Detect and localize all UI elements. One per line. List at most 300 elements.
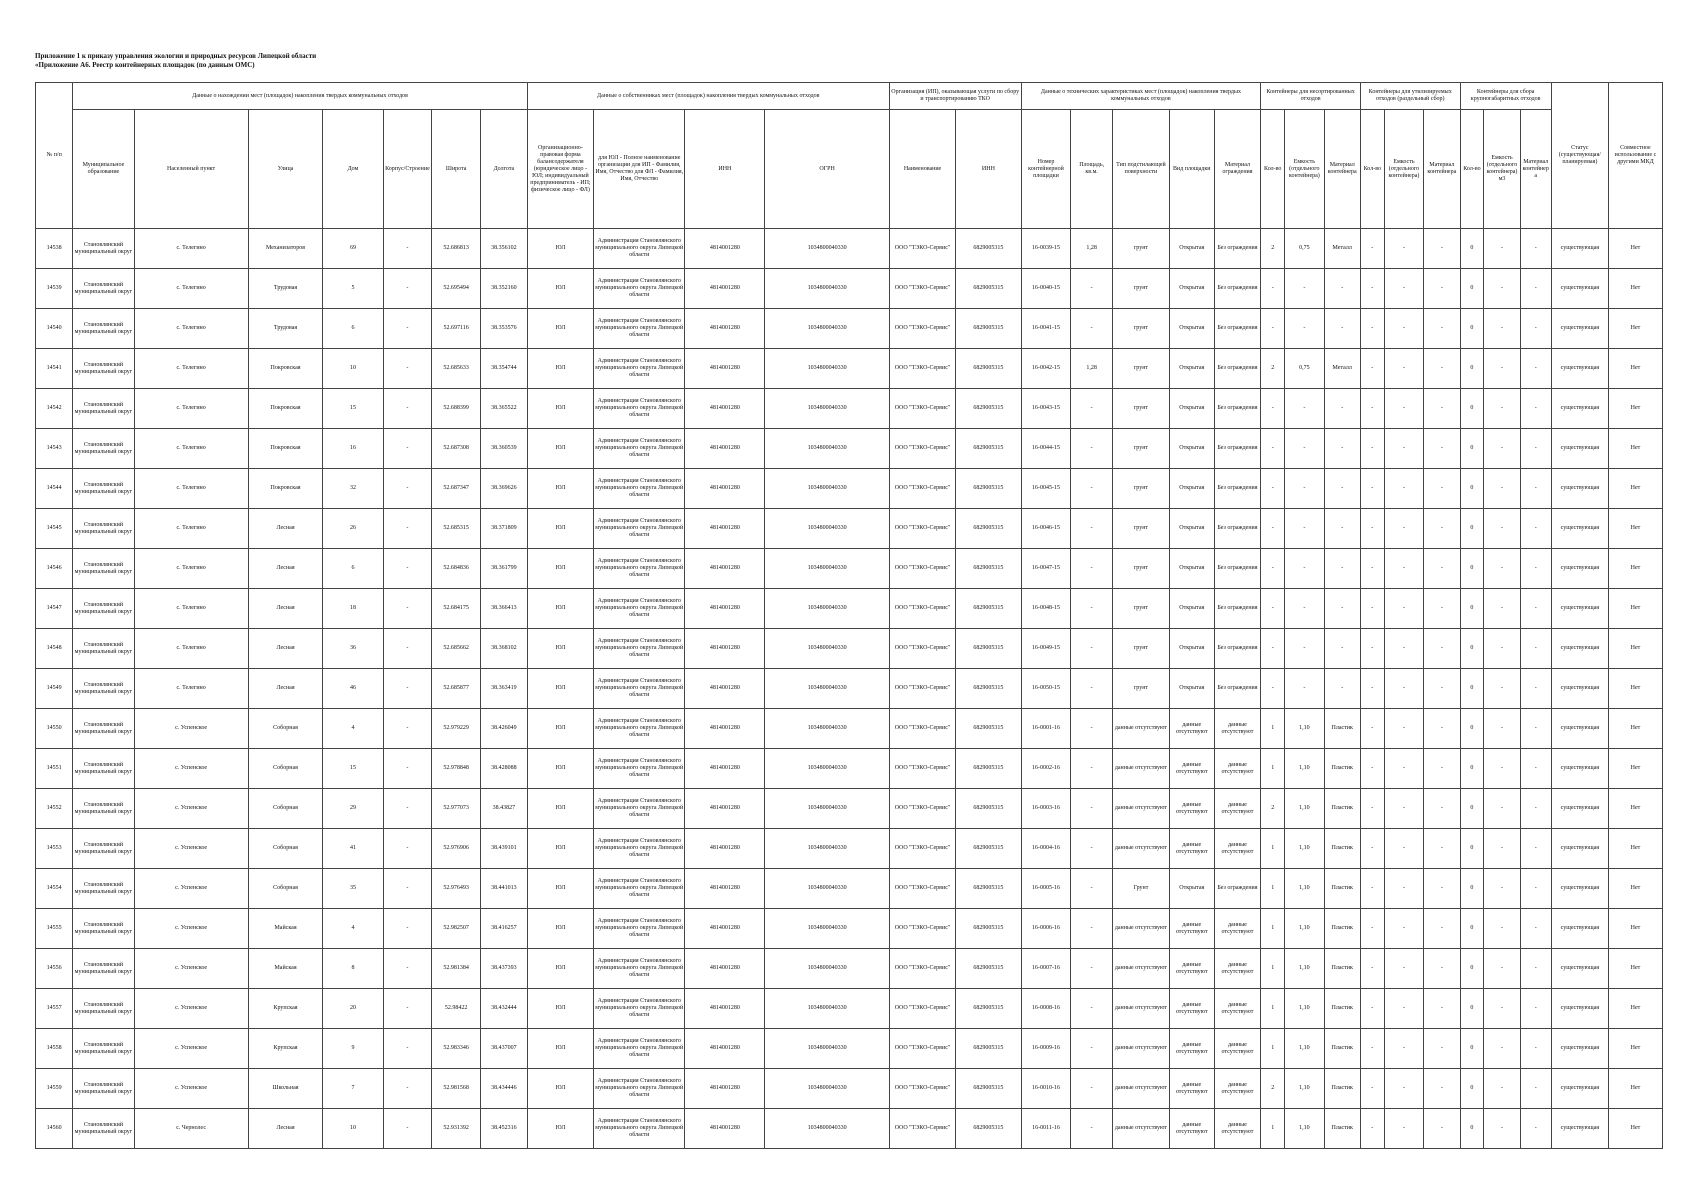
table-cell: Без ограждения (1214, 269, 1261, 309)
table-cell: 1034800040330 (765, 509, 890, 549)
column-header: Материал ограждения (1214, 110, 1261, 229)
table-cell: ООО "ТЭКО-Сервис" (889, 669, 955, 709)
table-cell: 4814001280 (685, 789, 765, 829)
table-cell: - (1384, 789, 1423, 829)
table-cell: 0 (1460, 1069, 1484, 1109)
header-column-row (36, 110, 1663, 229)
column-header: Улица (248, 110, 323, 229)
table-cell: данные отсутствуют (1169, 1069, 1214, 1109)
table-cell: - (1484, 429, 1520, 469)
table-cell: 1034800040330 (765, 549, 890, 589)
table-cell: - (1484, 1109, 1520, 1149)
table-cell: ООО "ТЭКО-Сервис" (889, 629, 955, 669)
table-cell: с. Телегино (134, 589, 248, 629)
column-header: Номер контейнерной площадки (1021, 110, 1071, 229)
table-cell: ООО "ТЭКО-Сервис" (889, 469, 955, 509)
table-cell: 46 (323, 669, 383, 709)
col-shared-header: Совместное использование с другими МКД (1608, 83, 1662, 229)
table-cell: 38.428088 (481, 749, 528, 789)
table-cell: 14553 (36, 829, 73, 869)
table-cell: - (383, 349, 432, 389)
table-cell: 1034800040330 (765, 909, 890, 949)
table-cell: - (1424, 869, 1460, 909)
table-cell: - (1324, 629, 1360, 669)
table-cell: - (1520, 909, 1551, 949)
table-cell: - (1424, 589, 1460, 629)
table-cell: данные отсутствуют (1214, 1069, 1261, 1109)
table-cell: - (1424, 989, 1460, 1029)
table-cell: Лесная (248, 509, 323, 549)
table-cell: Открытая (1169, 229, 1214, 269)
table-cell: - (1285, 389, 1324, 429)
table-cell: 14540 (36, 309, 73, 349)
table-cell: 5 (323, 269, 383, 309)
table-cell: Нет (1608, 389, 1662, 429)
table-cell: 52.687347 (432, 469, 481, 509)
table-cell: 0 (1460, 469, 1484, 509)
table-cell: 6829005315 (956, 429, 1021, 469)
table-cell: с. Телегино (134, 269, 248, 309)
table-cell: грунт (1112, 229, 1169, 269)
table-cell: - (383, 709, 432, 749)
table-cell: 1 (1261, 949, 1285, 989)
table-cell: 52.684175 (432, 589, 481, 629)
table-cell: - (383, 549, 432, 589)
table-cell: 2 (1261, 229, 1285, 269)
table-cell: - (1360, 429, 1384, 469)
table-cell: 14560 (36, 1109, 73, 1149)
table-cell: 4814001280 (685, 909, 765, 949)
table-cell: 52.983346 (432, 1029, 481, 1069)
column-header: Материал контейнера (1324, 110, 1360, 229)
table-cell: 1034800040330 (765, 989, 890, 1029)
table-cell: Без ограждения (1214, 229, 1261, 269)
table-cell: Без ограждения (1214, 629, 1261, 669)
table-cell: 14538 (36, 229, 73, 269)
table-cell: 1034800040330 (765, 589, 890, 629)
table-cell: 1034800040330 (765, 469, 890, 509)
table-cell: Становлянский муниципальный округ (73, 909, 134, 949)
table-cell: 14545 (36, 509, 73, 549)
column-header: Организационно-правовая форма балансодержателя (юридическое лицо - ЮЛ; индивидуальный предприниматель - ИП; физическое лицо - ФЛ) (527, 110, 593, 229)
column-header: Емкость (отдельного контейнера) (1285, 110, 1324, 229)
table-cell: ООО "ТЭКО-Сервис" (889, 229, 955, 269)
column-header: Дом (323, 110, 383, 229)
table-cell: 6 (323, 309, 383, 349)
table-cell: Открытая (1169, 509, 1214, 549)
table-cell: Становлянский муниципальный округ (73, 1109, 134, 1149)
table-cell: 52.982507 (432, 909, 481, 949)
table-cell: ООО "ТЭКО-Сервис" (889, 509, 955, 549)
table-cell: Становлянский муниципальный округ (73, 389, 134, 429)
table-cell: грунт (1112, 589, 1169, 629)
table-cell: - (1384, 749, 1423, 789)
table-cell: с. Успенское (134, 989, 248, 1029)
table-cell: 38.371809 (481, 509, 528, 549)
table-cell: существующая (1551, 229, 1608, 269)
header-line-2: «Приложение А6. Реестр контейнерных площадок (по данным ОМС) (35, 61, 255, 69)
table-cell: 9 (323, 1029, 383, 1069)
group-tech-header: Данные о технических характеристиках мест (площадок) накопления твердых коммунальных отходов (1021, 83, 1261, 110)
table-cell: - (1424, 389, 1460, 429)
table-cell: - (383, 469, 432, 509)
group-bulky-header: Контейнеры для сбора крупногабаритных отходов (1460, 83, 1551, 110)
table-row (36, 1029, 1663, 1069)
table-cell: грунт (1112, 269, 1169, 309)
table-cell: 14541 (36, 349, 73, 389)
table-row (36, 869, 1663, 909)
table-cell: - (1261, 589, 1285, 629)
table-cell: Нет (1608, 949, 1662, 989)
table-cell: 2 (1261, 789, 1285, 829)
table-cell: - (1424, 309, 1460, 349)
table-cell: 4814001280 (685, 229, 765, 269)
table-cell: 0 (1460, 709, 1484, 749)
table-cell: Без ограждения (1214, 549, 1261, 589)
table-row (36, 269, 1663, 309)
table-cell: 16-0048-15 (1021, 589, 1071, 629)
table-cell: грунт (1112, 629, 1169, 669)
table-cell: Нет (1608, 309, 1662, 349)
table-cell: 52.686813 (432, 229, 481, 269)
table-cell: - (383, 229, 432, 269)
table-cell: Открытая (1169, 869, 1214, 909)
table-cell: с. Телегино (134, 629, 248, 669)
table-cell: 6829005315 (956, 629, 1021, 669)
table-cell: существующая (1551, 309, 1608, 349)
table-cell: Без ограждения (1214, 429, 1261, 469)
table-cell: 15 (323, 749, 383, 789)
table-cell: Крупская (248, 989, 323, 1029)
table-cell: 16 (323, 429, 383, 469)
table-cell: данные отсутствуют (1112, 829, 1169, 869)
table-cell: 6829005315 (956, 309, 1021, 349)
table-cell: ООО "ТЭКО-Сервис" (889, 549, 955, 589)
table-cell: 16-0050-15 (1021, 669, 1071, 709)
table-cell: 16-0002-16 (1021, 749, 1071, 789)
table-cell: данные отсутствуют (1214, 909, 1261, 949)
table-cell: 15 (323, 389, 383, 429)
table-cell: 1,28 (1071, 349, 1113, 389)
table-cell: ЮЛ (527, 949, 593, 989)
table-cell: Администрация Становлянского муниципального округа Липецкой области (594, 749, 685, 789)
table-cell: ЮЛ (527, 389, 593, 429)
table-cell: существующая (1551, 909, 1608, 949)
table-cell: 16-0011-16 (1021, 1109, 1071, 1149)
table-cell: - (1484, 749, 1520, 789)
table-cell: 38.356102 (481, 229, 528, 269)
table-cell: - (1384, 429, 1423, 469)
table-cell: ЮЛ (527, 1069, 593, 1109)
column-header: Корпус/Строение (383, 110, 432, 229)
table-cell: 52.685877 (432, 669, 481, 709)
table-cell: Администрация Становлянского муниципального округа Липецкой области (594, 269, 685, 309)
table-cell: - (1520, 1069, 1551, 1109)
group-separate-header: Контейнеры для утилизируемых отходов (раздельный сбор) (1360, 83, 1460, 110)
table-cell: 1 (1261, 909, 1285, 949)
table-cell: Нет (1608, 789, 1662, 829)
table-cell: Открытая (1169, 389, 1214, 429)
table-cell: - (1285, 629, 1324, 669)
table-cell: - (1324, 429, 1360, 469)
table-cell: ООО "ТЭКО-Сервис" (889, 909, 955, 949)
table-cell: ЮЛ (527, 469, 593, 509)
table-cell: Администрация Становлянского муниципального округа Липецкой области (594, 1109, 685, 1149)
table-cell: данные отсутствуют (1169, 749, 1214, 789)
table-cell: 1034800040330 (765, 389, 890, 429)
table-cell: - (1384, 309, 1423, 349)
table-cell: 38.441013 (481, 869, 528, 909)
table-cell: - (1360, 789, 1384, 829)
table-row (36, 749, 1663, 789)
table-cell: - (1360, 909, 1384, 949)
table-cell: - (1520, 509, 1551, 549)
table-cell: - (1424, 469, 1460, 509)
table-cell: 1034800040330 (765, 309, 890, 349)
table-cell: 16-0039-15 (1021, 229, 1071, 269)
table-row (36, 909, 1663, 949)
table-cell: - (1261, 669, 1285, 709)
table-row (36, 789, 1663, 829)
table-cell: 6829005315 (956, 989, 1021, 1029)
table-cell: Пластик (1324, 749, 1360, 789)
table-cell: - (1520, 829, 1551, 869)
table-cell: - (1071, 949, 1113, 989)
table-cell: 14552 (36, 789, 73, 829)
table-cell: ЮЛ (527, 429, 593, 469)
table-cell: 1 (1261, 869, 1285, 909)
table-cell: - (383, 989, 432, 1029)
table-cell: - (1384, 469, 1423, 509)
column-header: Долгота (481, 110, 528, 229)
table-cell: Открытая (1169, 469, 1214, 509)
table-cell: - (1384, 629, 1423, 669)
table-cell: 4814001280 (685, 1029, 765, 1069)
table-cell: 6 (323, 549, 383, 589)
table-cell: существующая (1551, 869, 1608, 909)
table-cell: 52.977073 (432, 789, 481, 829)
table-cell: с. Телегино (134, 229, 248, 269)
table-cell: ЮЛ (527, 789, 593, 829)
table-row (36, 229, 1663, 269)
table-cell: - (383, 869, 432, 909)
table-cell: Нет (1608, 829, 1662, 869)
table-cell: - (1261, 629, 1285, 669)
table-cell: 0 (1460, 269, 1484, 309)
table-cell: 52.979229 (432, 709, 481, 749)
column-header: Муниципальное образование (73, 110, 134, 229)
table-cell: - (1520, 709, 1551, 749)
table-cell: 4814001280 (685, 589, 765, 629)
table-cell: 1,10 (1285, 909, 1324, 949)
table-cell: 52.981568 (432, 1069, 481, 1109)
table-cell: Становлянский муниципальный округ (73, 269, 134, 309)
table-cell: Металл (1324, 229, 1360, 269)
table-cell: 16-0001-16 (1021, 709, 1071, 749)
table-cell: - (1071, 429, 1113, 469)
table-cell: 4814001280 (685, 309, 765, 349)
table-cell: Покровская (248, 389, 323, 429)
table-cell: 0 (1460, 309, 1484, 349)
registry-body (36, 229, 1663, 1149)
table-cell: Пластик (1324, 909, 1360, 949)
table-row (36, 829, 1663, 869)
table-cell: - (1424, 789, 1460, 829)
table-cell: Майская (248, 949, 323, 989)
table-cell: 0 (1460, 949, 1484, 989)
table-cell: 1 (1261, 749, 1285, 789)
table-cell: 1,10 (1285, 989, 1324, 1029)
table-cell: существующая (1551, 1029, 1608, 1069)
table-cell: - (1360, 349, 1384, 389)
table-cell: 8 (323, 949, 383, 989)
table-cell: - (1520, 589, 1551, 629)
table-cell: ЮЛ (527, 629, 593, 669)
table-cell: - (1261, 389, 1285, 429)
table-cell: - (1324, 389, 1360, 429)
table-cell: Покровская (248, 349, 323, 389)
table-cell: 6829005315 (956, 909, 1021, 949)
table-cell: - (1520, 469, 1551, 509)
table-cell: 4814001280 (685, 989, 765, 1029)
table-cell: - (1071, 629, 1113, 669)
table-cell: 16-0045-15 (1021, 469, 1071, 509)
table-cell: - (1360, 1109, 1384, 1149)
table-cell: - (1071, 389, 1113, 429)
table-cell: - (1520, 749, 1551, 789)
table-cell: - (1261, 269, 1285, 309)
table-cell: существующая (1551, 549, 1608, 589)
table-cell: с. Успенское (134, 749, 248, 789)
table-cell: Соборная (248, 709, 323, 749)
table-cell: Пластик (1324, 789, 1360, 829)
table-cell: - (1261, 549, 1285, 589)
table-cell: - (1360, 869, 1384, 909)
table-cell: - (1384, 269, 1423, 309)
table-cell: существующая (1551, 349, 1608, 389)
table-cell: Соборная (248, 749, 323, 789)
table-cell: 14555 (36, 909, 73, 949)
table-cell: - (1520, 629, 1551, 669)
table-cell: - (1071, 309, 1113, 349)
table-cell: - (1360, 549, 1384, 589)
table-cell: Становлянский муниципальный округ (73, 229, 134, 269)
table-cell: - (1261, 509, 1285, 549)
table-cell: - (383, 909, 432, 949)
table-cell: - (1424, 669, 1460, 709)
table-cell: 16-0042-15 (1021, 349, 1071, 389)
table-cell: с. Телегино (134, 509, 248, 549)
table-cell: 0,75 (1285, 349, 1324, 389)
table-cell: 1034800040330 (765, 709, 890, 749)
table-cell: - (1261, 429, 1285, 469)
table-cell: 6829005315 (956, 269, 1021, 309)
table-cell: данные отсутствуют (1112, 1029, 1169, 1069)
table-cell: с. Успенское (134, 829, 248, 869)
table-cell: - (1424, 269, 1460, 309)
table-cell: Нет (1608, 349, 1662, 389)
table-cell: 7 (323, 1069, 383, 1109)
table-cell: Трудовая (248, 309, 323, 349)
table-cell: 38.368102 (481, 629, 528, 669)
table-cell: данные отсутствуют (1169, 909, 1214, 949)
table-cell: 6829005315 (956, 389, 1021, 429)
table-cell: 4814001280 (685, 669, 765, 709)
table-cell: 6829005315 (956, 1109, 1021, 1149)
table-cell: 16-0004-16 (1021, 829, 1071, 869)
document-header (35, 52, 316, 70)
table-cell: Без ограждения (1214, 469, 1261, 509)
table-cell: Открытая (1169, 269, 1214, 309)
table-cell: Нет (1608, 429, 1662, 469)
table-cell: 38.369626 (481, 469, 528, 509)
table-cell: - (1384, 989, 1423, 1029)
table-cell: 52.687308 (432, 429, 481, 469)
table-cell: данные отсутствуют (1214, 949, 1261, 989)
table-cell: - (1360, 949, 1384, 989)
table-cell: 52.976493 (432, 869, 481, 909)
table-cell: 16-0047-15 (1021, 549, 1071, 589)
table-cell: 16-0010-16 (1021, 1069, 1071, 1109)
table-cell: Администрация Становлянского муниципального округа Липецкой области (594, 549, 685, 589)
table-cell: - (1285, 509, 1324, 549)
table-cell: 38.361799 (481, 549, 528, 589)
table-cell: Администрация Становлянского муниципального округа Липецкой области (594, 829, 685, 869)
table-cell: ООО "ТЭКО-Сервис" (889, 1069, 955, 1109)
table-cell: - (1424, 829, 1460, 869)
table-cell: - (1285, 309, 1324, 349)
table-cell: 38.432444 (481, 989, 528, 1029)
table-cell: 1034800040330 (765, 1109, 890, 1149)
table-cell: - (1424, 349, 1460, 389)
table-cell: 38.353576 (481, 309, 528, 349)
table-cell: 4814001280 (685, 269, 765, 309)
table-cell: Становлянский муниципальный округ (73, 669, 134, 709)
col-status-header: Статус (существующая/ планируемая) (1551, 83, 1608, 229)
table-cell: ЮЛ (527, 989, 593, 1029)
table-cell: 1 (1261, 829, 1285, 869)
table-cell: 41 (323, 829, 383, 869)
table-cell: с. Чернолес (134, 1109, 248, 1149)
table-cell: 16-0003-16 (1021, 789, 1071, 829)
table-cell: - (1484, 269, 1520, 309)
table-cell: Крупская (248, 1029, 323, 1069)
table-cell: 0 (1460, 429, 1484, 469)
table-cell: Механизаторов (248, 229, 323, 269)
table-cell: данные отсутствуют (1112, 949, 1169, 989)
column-header: для ЮЛ - Полное наименование организации для ИП - Фамилия, Имя, Отчество для ФЛ - Фамилия, Имя, Отчество (594, 110, 685, 229)
table-cell: 14550 (36, 709, 73, 749)
table-cell: - (1360, 709, 1384, 749)
table-cell: 16-0006-16 (1021, 909, 1071, 949)
table-cell: Без ограждения (1214, 309, 1261, 349)
table-cell: 6829005315 (956, 789, 1021, 829)
table-cell: 38.366413 (481, 589, 528, 629)
table-cell: - (1484, 589, 1520, 629)
table-cell: 2 (1261, 349, 1285, 389)
table-cell: данные отсутствуют (1112, 749, 1169, 789)
table-cell: 14548 (36, 629, 73, 669)
table-cell: Без ограждения (1214, 509, 1261, 549)
table-cell: с. Успенское (134, 709, 248, 749)
table-row (36, 989, 1663, 1029)
table-cell: 16-0044-15 (1021, 429, 1071, 469)
table-cell: - (1484, 709, 1520, 749)
table-cell: 6829005315 (956, 709, 1021, 749)
table-cell: - (1071, 509, 1113, 549)
table-cell: - (383, 1069, 432, 1109)
table-cell: Нет (1608, 509, 1662, 549)
